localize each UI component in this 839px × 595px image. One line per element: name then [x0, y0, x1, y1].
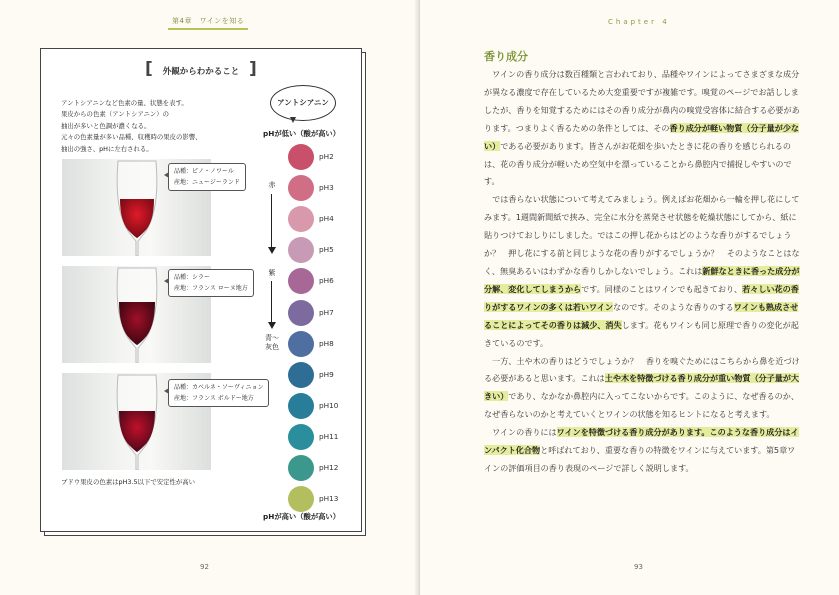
bracket-close: ]	[249, 59, 257, 79]
intro-line: 元々の色素量が多い品種、収穫時の果皮の影響、	[61, 133, 202, 142]
wine-origin: 産地：フランス ローヌ地方	[174, 285, 248, 292]
speech-bubble: アントシアニン	[270, 85, 336, 121]
body-paragraph	[484, 353, 800, 425]
ph-color-dot	[288, 486, 314, 512]
ph-color-dot	[288, 331, 314, 357]
right-page	[420, 0, 839, 595]
highlighted-text: 新鮮なときに香った成分が分解、変化してしまうから	[484, 265, 800, 294]
ph-color-dot	[288, 206, 314, 232]
text-run: である必要があります。皆さんがお花畑を歩いたときに花の香りを感じられるのは、花の香り成分が軽いため空気中を漂っていることから鼻腔内で捕捉しやすいのです。	[484, 140, 792, 187]
speech-bubble-tail	[290, 117, 296, 123]
ph-color-dot	[288, 237, 314, 263]
intro-line: アントシアニンなど色素の量、状態を表す。	[61, 99, 188, 107]
panel-intro	[61, 98, 202, 155]
info-panel	[40, 48, 362, 532]
arrow-down-icon	[268, 247, 276, 254]
highlighted-text: ワインを特徴づける香り成分があります。このような香り成分はインパクト化合物	[484, 427, 799, 456]
wine-variety: 品種：ピノ・ノワール	[174, 168, 234, 175]
arrow-label-purple: 紫	[268, 269, 276, 277]
arrow-line	[271, 194, 272, 250]
text-run: と呼ばれており、重要な香りの特徴をワインに与えています。第5章ワインの評価項目の香り表現のページで詳しく説明します。	[484, 445, 796, 473]
page-number-left: 92	[200, 563, 209, 571]
wine-callout-2	[168, 269, 254, 297]
running-head-right: Chapter 4	[608, 18, 670, 26]
ph-label: pH5	[319, 245, 334, 255]
arrow-label-red: 赤	[268, 181, 276, 189]
section-title: 香り成分	[484, 50, 528, 63]
ph-color-dot	[288, 455, 314, 481]
intro-line: 抽出の強さ、pHに左右される。	[61, 144, 153, 153]
wine-variety: 品種：シラー	[174, 274, 211, 281]
ph-low-label: pHが低い（酸が高い）	[263, 129, 341, 138]
text-run: です。同様のことはワインでも起きており、	[581, 283, 743, 294]
ph-label: pH12	[319, 463, 339, 472]
intro-line: 抽出が多いと色調が濃くなる。	[61, 121, 151, 130]
panel-footnote: ブドウ果皮の色素はpH3.5以下で安定性が高い	[61, 478, 196, 486]
arrow-down-icon	[268, 322, 276, 329]
bracket-open: [	[145, 59, 153, 79]
body-text	[484, 66, 800, 478]
wine-origin: 産地：フランス ボルドー地方	[174, 395, 254, 402]
body-paragraph	[484, 191, 800, 352]
ph-color-dot	[288, 393, 314, 419]
page-number-right: 93	[634, 563, 643, 571]
wine-callout-3	[168, 379, 269, 407]
left-page	[0, 0, 419, 595]
intro-line: 果皮からの色素（アントシアニン）の	[61, 110, 170, 119]
ph-label: pH10	[319, 400, 339, 410]
ph-label: pH2	[319, 152, 334, 161]
highlighted-text: 若々しい花の香りがするワインの多くは若いワイン	[484, 283, 799, 312]
text-run: ワインの香り成分は数百種類と言われており、品種やワインによってさまざまな成分が異なる濃度で存在しているため大変重要ですが複雑です。嗅覚のページでお話ししましたが、香りを知覚するためにはその香り成分が鼻内の嗅覚受容体に結合する必要があります。つまりよく香るための条件としては、その	[484, 69, 800, 133]
ph-label: pH13	[319, 494, 339, 504]
text-run: します。花もワインも同じ原理で香りの変化が起きているのです。	[484, 319, 799, 348]
ph-label: pH4	[319, 214, 334, 224]
ph-label: pH9	[319, 369, 334, 379]
running-head-left: 第4章 ワインを知る	[168, 16, 248, 30]
wine-variety: 品種：カベルネ・ソーヴィニョン	[174, 384, 264, 391]
wine-origin: 産地：ニュージーランド	[174, 179, 240, 186]
body-paragraph	[484, 66, 800, 191]
text-run: 一方、土や木の香りはどうでしょうか？ 香りを嗅ぐためにはこちらから鼻を近づける必要があると思います。これは	[484, 355, 800, 384]
ph-color-dot	[288, 144, 314, 170]
ph-color-dot	[288, 362, 314, 388]
text-run: では香らない状態について考えてみましょう。例えばお花畑から一輪を押し花にしてみます。1週間新聞紙で挟み、完全に水分を蒸発させ状態を乾燥状態にしてから、紙に貼りつけておしりにしました。ではこの押し花からはどのような香りがするでしょうか？ 押し花にする前と同じような花の香りがするでしょうか？ そのようなことはなく、無臭あるいはわずかな香りしかしないでしょう。これは	[484, 194, 800, 276]
ph-color-dot	[288, 300, 314, 326]
ph-label: pH11	[319, 431, 339, 441]
text-run: ワインの香りには	[492, 427, 557, 438]
arrow-label-blue-gray: 青〜灰色	[265, 334, 279, 351]
ph-color-dot	[288, 175, 314, 201]
ph-color-dot	[288, 424, 314, 450]
ph-high-label: pHが高い（酸が高い）	[263, 512, 341, 521]
ph-label: pH8	[319, 338, 334, 348]
wine-callout-1	[168, 163, 246, 191]
highlighted-text: ワインも熟成させることによってその香りは減少、消失	[484, 301, 799, 330]
ph-color-dot	[288, 268, 314, 294]
text-run: であり、なかなか鼻腔内に入ってこないからです。このように、なぜ香るのか、なぜ香らないのかと考えていくとワインの状態を知るヒントになると考えます。	[484, 391, 799, 420]
ph-label: pH7	[319, 307, 334, 317]
highlighted-text: 土や木を特徴づける香り成分が重い物質（分子量が大きい）	[484, 373, 800, 402]
text-run: なのです。そのような香りのする	[613, 301, 734, 312]
panel-title: 外観からわかること	[162, 67, 240, 77]
ph-label: pH6	[319, 276, 334, 286]
ph-label: pH3	[319, 183, 334, 193]
highlighted-text: 香り成分が軽い物質（分子量が少ない）	[484, 122, 800, 151]
arrow-line	[271, 281, 272, 325]
body-paragraph	[484, 424, 800, 478]
